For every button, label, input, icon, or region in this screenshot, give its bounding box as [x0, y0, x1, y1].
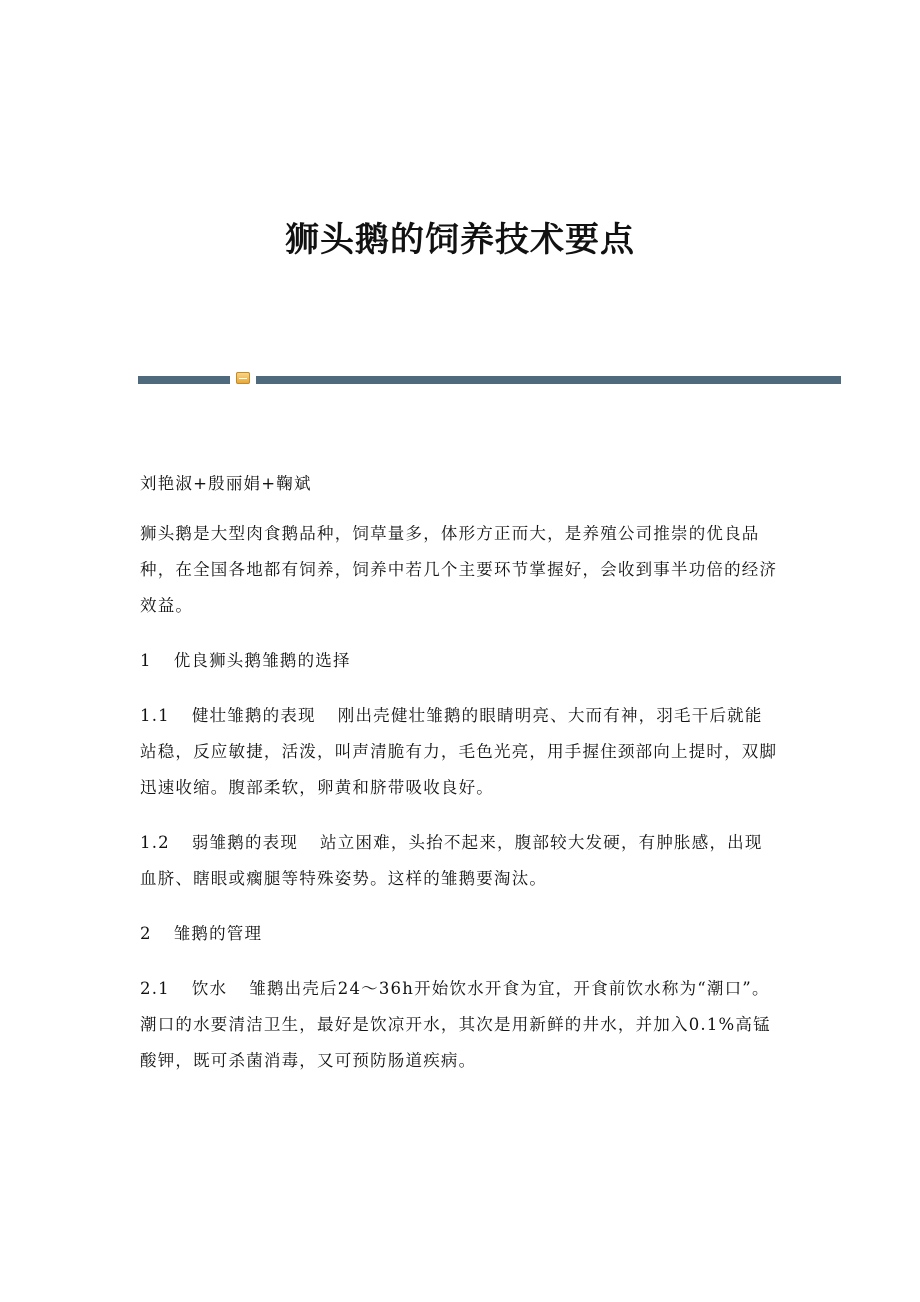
intro-paragraph	[140, 516, 780, 624]
subsection-paragraph	[140, 971, 780, 1079]
divider-ornament-icon	[236, 372, 250, 384]
section-heading	[140, 643, 780, 679]
section-title: 健壮雏鹅的表现	[191, 706, 316, 725]
divider-bar-right	[256, 376, 841, 384]
paragraph-text: 刚出壳健壮雏鹅的眼睛明亮、大而有神，羽毛干后就能站稳，反应敏捷，活泼，叫声清脆有力，毛色光亮，用手握住颈部向上提时，双脚迅速收缩。腹部柔软，卵黄和脐带吸收良好。	[140, 706, 778, 797]
paragraph-text: 雏鹅出壳后24～36h开始饮水开食为宜，开食前饮水称为“潮口”。潮口的水要清洁卫生，最好是饮凉开水，其次是用新鲜的井水，并加入0.1%高锰酸钾，既可杀菌消毒，又可预防肠道疾病。	[140, 979, 771, 1070]
section-title: 雏鹅的管理	[173, 924, 263, 943]
paragraph-text: 狮头鹅是大型肉食鹅品种，饲草量多，体形方正而大，是养殖公司推崇的优良品种，在全国各地都有饲养，饲养中若几个主要环节掌握好，会收到事半功倍的经济效益。	[140, 524, 778, 615]
authors-line: 刘艳淑+殷丽娟+鞠斌	[140, 474, 312, 493]
section-number: 2.1	[140, 979, 170, 998]
title-divider	[138, 372, 841, 384]
section-number: 1	[140, 651, 152, 670]
divider-bar-left	[138, 376, 230, 384]
subsection-paragraph	[140, 825, 780, 897]
section-heading	[140, 916, 780, 952]
document-body	[140, 466, 780, 1098]
section-title: 饮水	[191, 979, 228, 998]
section-title: 弱雏鹅的表现	[191, 833, 299, 852]
subsection-paragraph	[140, 698, 780, 806]
section-title: 优良狮头鹅雏鹅的选择	[173, 651, 351, 670]
section-number: 1.2	[140, 833, 170, 852]
paragraph-text: 站立困难，头抬不起来，腹部较大发硬，有肿胀感，出现血脐、瞎眼或瘸腿等特殊姿势。这样的雏鹅要淘汰。	[140, 833, 763, 888]
section-number: 1.1	[140, 706, 170, 725]
document-title: 狮头鹅的饲养技术要点	[285, 220, 635, 260]
section-number: 2	[140, 924, 152, 943]
